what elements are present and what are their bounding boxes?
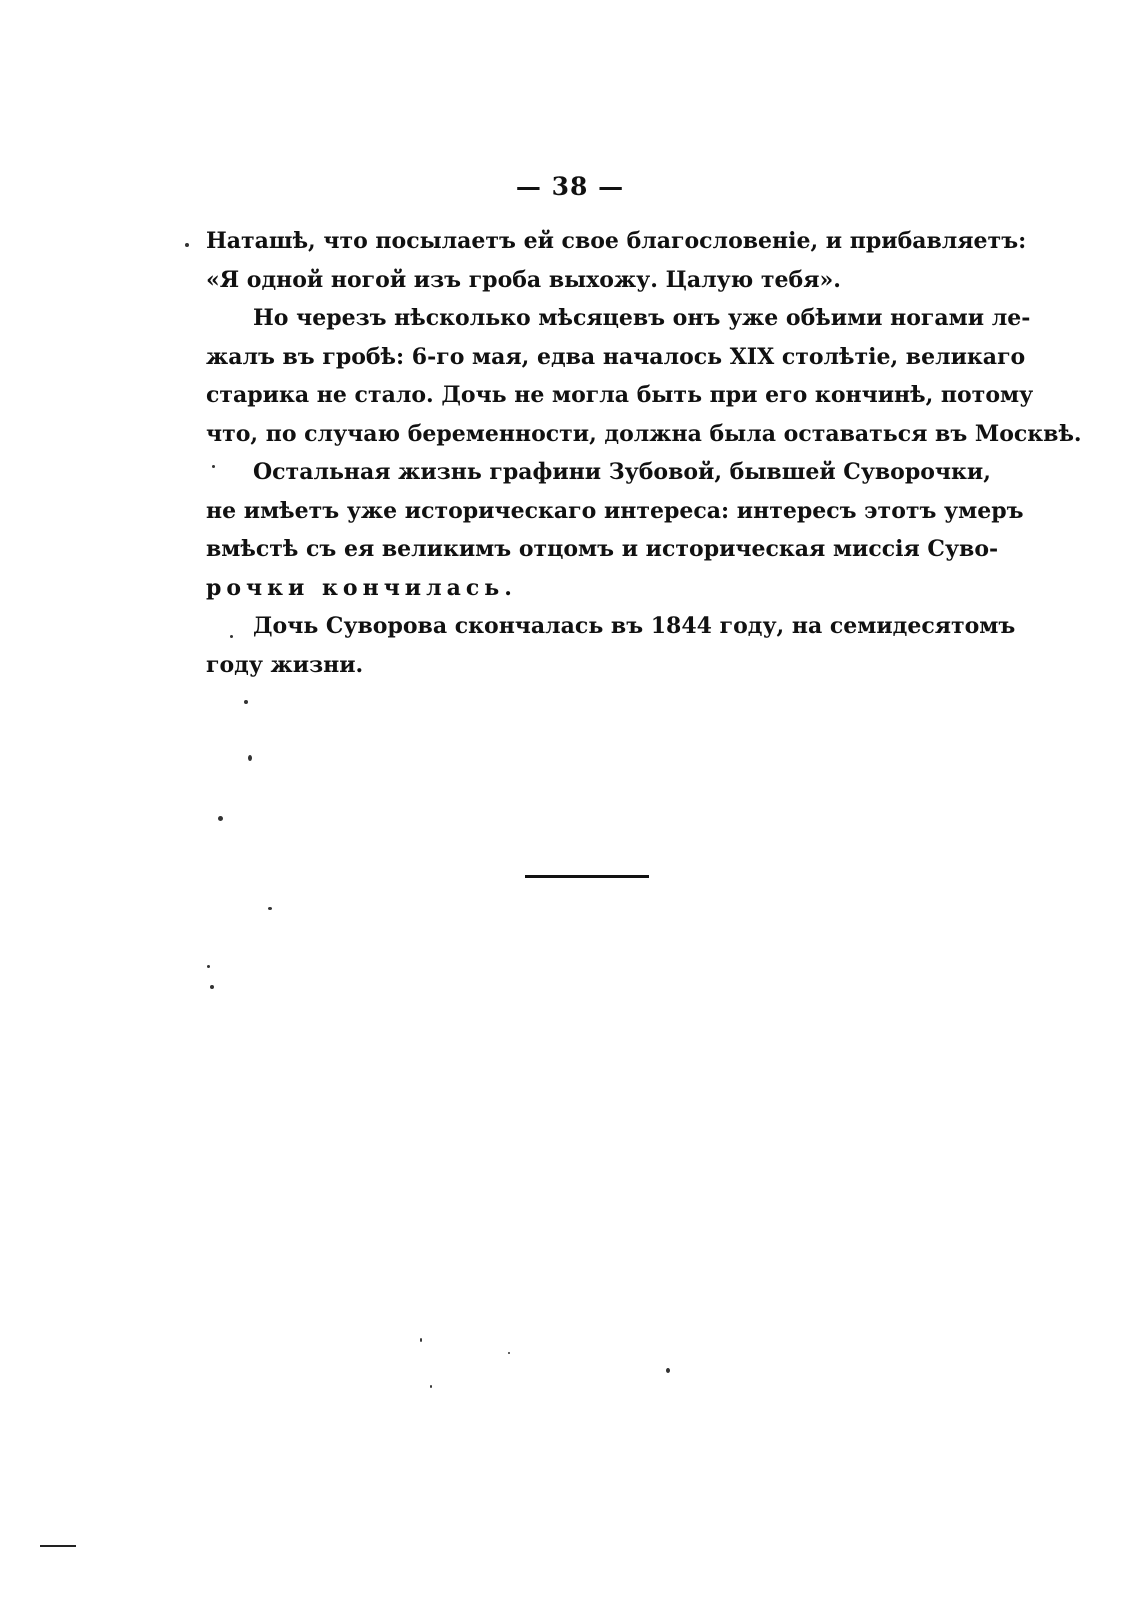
page-number: — 38 — (515, 172, 625, 201)
text-line: Остальная жизнь графини Зубовой, бывшей Суворочки, (253, 459, 991, 485)
scan-speck (207, 965, 210, 968)
text-line: Дочь Суворова скончалась въ 1844 году, на семидесятомъ (253, 613, 1016, 639)
scan-speck (218, 816, 223, 821)
text-line: Но черезъ нѣсколько мѣсяцевъ онъ уже обѣими ногами ле- (253, 305, 1031, 331)
scan-speck (508, 1352, 510, 1354)
scan-speck (248, 755, 252, 761)
scan-speck (185, 243, 189, 247)
scan-speck (430, 1385, 432, 1388)
body-text (206, 222, 1082, 684)
text-line: Наташѣ, что посылаетъ ей свое благословеніе, и прибавляетъ: (206, 228, 1027, 254)
text-line: старика не стало. Дочь не могла быть при его кончинѣ, потому (206, 382, 1034, 408)
scan-speck (244, 700, 248, 704)
text-line: рочки кончилась. (206, 574, 517, 601)
scan-speck (210, 985, 214, 989)
scan-speck (268, 907, 272, 910)
text-line: «Я одной ногой изъ гроба выхожу. Цалую тебя». (206, 266, 841, 293)
section-divider (525, 875, 649, 878)
text-line: жалъ въ гробѣ: 6-го мая, едва началось XIX столѣтіе, великаго (206, 343, 1026, 370)
scan-speck (666, 1368, 670, 1373)
text-line: что, по случаю беременности, должна была оставаться въ Москвѣ. (206, 420, 1082, 447)
scan-speck (212, 465, 215, 468)
scan-speck (230, 635, 233, 638)
text-line: вмѣстѣ съ ея великимъ отцомъ и историческая миссія Суво- (206, 536, 999, 562)
scan-speck (420, 1338, 422, 1342)
text-line: году жизни. (206, 651, 364, 678)
text-line: не имѣетъ уже историческаго интереса: интересъ этотъ умеръ (206, 497, 1024, 524)
scan-edge-mark (40, 1545, 76, 1547)
